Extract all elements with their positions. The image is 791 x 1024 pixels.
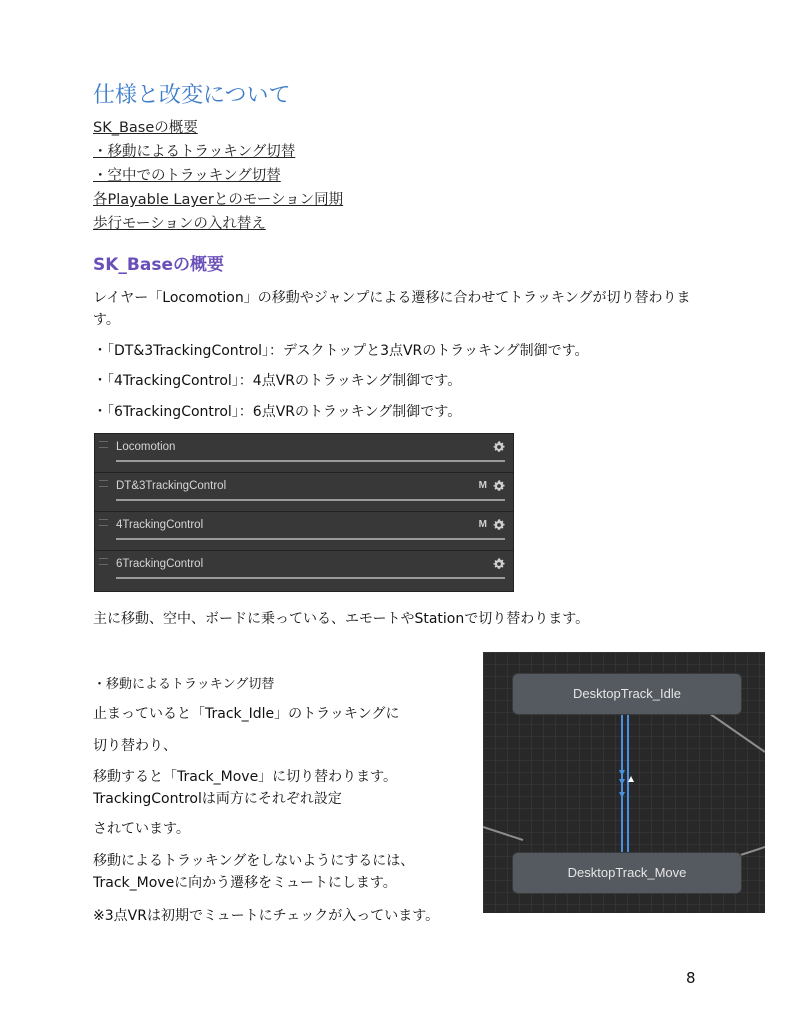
movement-text-line: TrackingControlは両方にそれぞれ設定 bbox=[93, 791, 342, 807]
layer-weight-slider[interactable] bbox=[116, 577, 505, 579]
bullet-4point: ・「4TrackingControl」：4点VRのトラッキング制御です。 bbox=[93, 373, 462, 389]
layer-row-dt3[interactable] bbox=[95, 473, 513, 512]
intro-paragraph: レイヤー「Locomotion」の移動やジャンプによる遷移に合わせてトラッキングが切り替わります。 bbox=[93, 290, 691, 328]
layer-name: DT&3TrackingControl bbox=[116, 480, 227, 492]
drag-handle-icon[interactable] bbox=[99, 519, 108, 526]
movement-text-line: されています。 bbox=[93, 821, 190, 837]
movement-text-line: 切り替わり、 bbox=[93, 738, 177, 754]
switch-conditions-text: 主に移動、空中、ボードに乗っている、エモートやStationで切り替わります。 bbox=[93, 611, 590, 627]
gear-icon[interactable] bbox=[492, 518, 506, 532]
drag-handle-icon[interactable] bbox=[99, 480, 108, 487]
movement-text-block bbox=[93, 850, 414, 894]
bullet-dt3: ・「DT&3TrackingControl」：デスクトップと3点VRのトラッキング制御です。 bbox=[93, 343, 589, 359]
bullet-6point: ・「6TrackingControl」：6点VRのトラッキング制御です。 bbox=[93, 404, 462, 420]
gear-icon[interactable] bbox=[492, 557, 506, 571]
toc-item[interactable] bbox=[93, 212, 343, 236]
movement-heading: ・移動によるトラッキング切替 bbox=[93, 677, 275, 692]
transition-arrow-icon bbox=[619, 770, 625, 776]
drag-handle-icon[interactable] bbox=[99, 441, 108, 448]
toc-link-sk-base[interactable]: SK_Baseの概要 bbox=[93, 120, 198, 136]
state-node-move[interactable]: DesktopTrack_Move bbox=[512, 852, 742, 894]
toc-link-movement-switch[interactable]: ・移動によるトラッキング切替 bbox=[93, 144, 296, 160]
layer-row-4point[interactable] bbox=[95, 512, 513, 551]
transition-line[interactable] bbox=[483, 827, 523, 840]
layer-row-locomotion[interactable] bbox=[95, 434, 513, 473]
toc-link-walk-motion[interactable]: 歩行モーションの入れ替え bbox=[93, 216, 266, 232]
drag-handle-icon[interactable] bbox=[99, 558, 108, 565]
transition-arrow-icon bbox=[619, 792, 625, 798]
movement-text-line: 止まっていると「Track_Idle」のトラッキングに bbox=[93, 706, 400, 722]
toc-item[interactable] bbox=[93, 116, 343, 140]
toc-item[interactable] bbox=[93, 188, 343, 212]
animator-state-graph[interactable] bbox=[483, 652, 765, 913]
layer-weight-slider[interactable] bbox=[116, 499, 505, 501]
movement-text-line: 移動によるトラッキングをしないようにするには、 bbox=[93, 853, 415, 869]
gear-icon[interactable] bbox=[492, 479, 506, 493]
layer-mask-badge: M bbox=[478, 519, 487, 530]
layer-weight-slider[interactable] bbox=[116, 460, 505, 462]
layer-mask-badge: M bbox=[478, 480, 487, 491]
layer-name: 6TrackingControl bbox=[116, 558, 204, 570]
page-number: 8 bbox=[686, 969, 696, 987]
gear-icon[interactable] bbox=[492, 440, 506, 454]
movement-text-line: Track_Moveに向かう遷移をミュートにします。 bbox=[93, 875, 397, 891]
animator-layers-panel bbox=[94, 433, 514, 592]
toc-link-playable-layer-sync[interactable]: 各Playable Layerとのモーション同期 bbox=[93, 192, 344, 208]
page-title: 仕様と改変について bbox=[93, 83, 291, 108]
movement-note: ※3点VRは初期でミュートにチェックが入っています。 bbox=[93, 908, 440, 924]
layer-weight-slider[interactable] bbox=[116, 538, 505, 540]
movement-text-block bbox=[93, 766, 397, 810]
layer-name: 4TrackingControl bbox=[116, 519, 204, 531]
layer-row-6point[interactable] bbox=[95, 551, 513, 590]
layer-name: Locomotion bbox=[116, 441, 176, 453]
transition-arrow-icon bbox=[619, 779, 625, 785]
section-title: SK_Baseの概要 bbox=[93, 255, 224, 275]
table-of-contents bbox=[93, 116, 343, 236]
state-node-idle[interactable]: DesktopTrack_Idle bbox=[512, 673, 742, 715]
toc-item[interactable] bbox=[93, 140, 343, 164]
movement-text-line: 移動すると「Track_Move」に切り替わります。 bbox=[93, 769, 398, 785]
toc-link-air-switch[interactable]: ・空中でのトラッキング切替 bbox=[93, 168, 281, 184]
toc-item[interactable] bbox=[93, 164, 343, 188]
